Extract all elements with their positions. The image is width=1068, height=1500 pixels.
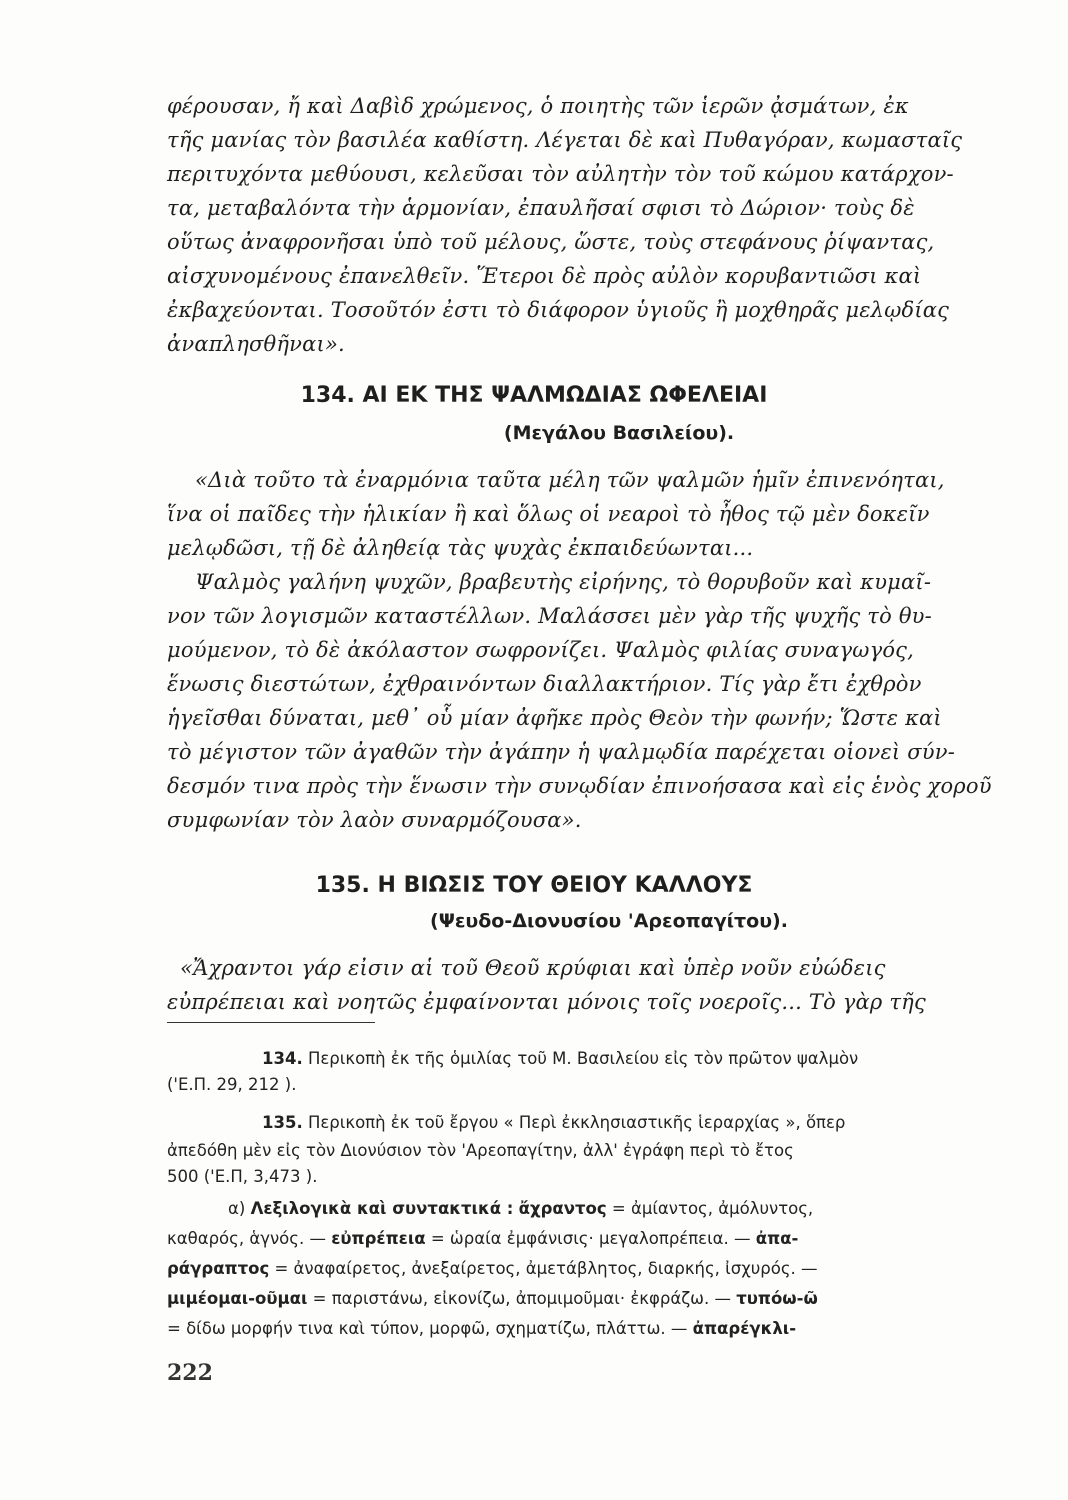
- text-line: ἐκβαχεύονται. Τοσοῦτόν ἐστι τὸ διάφορον ὑγιοῦς ἢ μοχθηρᾶς μελῳδίας: [167, 298, 950, 322]
- vocab-note-line: [228, 1196, 1007, 1222]
- page-number: 222: [167, 1360, 213, 1386]
- vocab-definition: καθαρός, ἁγνός. —: [167, 1229, 326, 1248]
- footnote-number: 134.: [262, 1049, 303, 1068]
- text-line: περιτυχόντα μεθύουσι, κελεῦσαι τὸν αὐλητὴν τὸν τοῦ κώμου κατάρχον-: [167, 162, 954, 186]
- footnote-text: Περικοπὴ ἐκ τοῦ ἔργου « Περὶ ἐκκλησιαστικῆς ἱεραρχίας », ὅπερ: [307, 1113, 846, 1132]
- vocab-term: ράγραπτος: [167, 1259, 270, 1278]
- text-line: νον τῶν λογισμῶν καταστέλλων. Μαλάσσει μὲν γὰρ τῆς ψυχῆς τὸ θυ-: [167, 604, 932, 628]
- footnote-divider: [167, 1022, 375, 1023]
- footnote-line: ('Ε.Π. 29, 212 ).: [167, 1075, 297, 1094]
- text-line: τὸ μέγιστον τῶν ἀγαθῶν τὴν ἀγάπην ἡ ψαλμῳδία παρέχεται οἱονεὶ σύν-: [167, 740, 956, 764]
- vocab-note-line: [167, 1256, 1007, 1282]
- footnote-line: 500 ('Ε.Π, 3,473 ).: [167, 1167, 318, 1186]
- vocab-note-line: [167, 1316, 1007, 1342]
- text-line: μούμενον, τὸ δὲ ἀκόλαστον σωφρονίζει. Ψαλμὸς φιλίας συναγωγός,: [167, 638, 915, 662]
- vocab-note-line: [167, 1286, 1007, 1312]
- vocab-term: τυπόω-ῶ: [736, 1289, 818, 1308]
- vocab-definition: = παριστάνω, εἰκονίζω, ἀπομιμοῦμαι· ἐκφράζω. —: [312, 1289, 731, 1308]
- footnote-text: Περικοπὴ ἐκ τῆς ὁμιλίας τοῦ Μ. Βασιλείου εἰς τὸν πρῶτον ψαλμὸν: [307, 1049, 859, 1068]
- footnote-number: 135.: [262, 1113, 303, 1132]
- text-line: αἰσχυνομένους ἐπανελθεῖν. Ἕτεροι δὲ πρὸς αὐλὸν κορυβαντιῶσι καὶ: [167, 264, 922, 288]
- text-line: Ψαλμὸς γαλήνη ψυχῶν, βραβευτὴς εἰρήνης, τὸ θορυβοῦν καὶ κυμαῖ-: [195, 570, 932, 594]
- text-line: «Διὰ τοῦτο τὰ ἐναρμόνια ταῦτα μέλη τῶν ψαλμῶν ἡμῖν ἐπινενόηται,: [195, 468, 945, 492]
- vocab-term: μιμέομαι-οῦμαι: [167, 1289, 308, 1308]
- text-line: συμφωνίαν τὸν λαὸν συναρμόζουσα».: [167, 808, 582, 832]
- text-line: ἡγεῖσθαι δύναται, μεθ᾽ οὗ μίαν ἀφῆκε πρὸς Θεὸν τὴν φωνήν; Ὥστε καὶ: [167, 706, 942, 730]
- vocab-note-line: [167, 1226, 1007, 1252]
- vocab-definition: = ὡραία ἐμφάνισις· μεγαλοπρέπεια. —: [430, 1229, 751, 1248]
- text-line: μελῳδῶσι, τῇ δὲ ἀληθείᾳ τὰς ψυχὰς ἐκπαιδεύωνται...: [167, 536, 754, 560]
- vocab-term: ἀπαρέγκλι-: [692, 1319, 797, 1338]
- text-line: εὐπρέπειαι καὶ νοητῶς ἐμφαίνονται μόνοις τοῖς νοεροῖς... Τὸ γὰρ τῆς: [167, 990, 926, 1014]
- vocab-heading: Λεξιλογικὰ καὶ συντακτικά :: [250, 1199, 514, 1218]
- footnote-135: [262, 1110, 1007, 1136]
- vocab-definition: = ἀμίαντος, ἀμόλυντος,: [611, 1199, 814, 1218]
- footnote-134: [262, 1046, 1007, 1072]
- section-135-subtitle: (Ψευδο-Διονυσίου 'Αρεοπαγίτου).: [430, 910, 788, 932]
- vocab-term: ἄχραντος: [518, 1199, 607, 1218]
- footnote-line: ἀπεδόθη μὲν εἰς τὸν Διονύσιον τὸν 'Αρεοπαγίτην, ἀλλ' ἐγράφη περὶ τὸ ἔτος: [167, 1141, 794, 1160]
- text-line: ἀναπλησθῆναι».: [167, 332, 345, 356]
- section-135-title: 135. Η ΒΙΩΣΙΣ ΤΟΥ ΘΕΙΟΥ ΚΑΛΛΟΥΣ: [315, 873, 753, 898]
- section-134-subtitle: (Μεγάλου Βασιλείου).: [503, 422, 735, 444]
- text-line: δεσμόν τινα πρὸς τὴν ἕνωσιν τὴν συνῳδίαν ἐπινοήσασα καὶ εἰς ἑνὸς χοροῦ: [167, 774, 992, 798]
- text-line: ἵνα οἱ παῖδες τὴν ἡλικίαν ἢ καὶ ὅλως οἱ νεαροὶ τὸ ἦθος τῷ μὲν δοκεῖν: [167, 502, 930, 526]
- vocab-definition: = δίδω μορφήν τινα καὶ τύπον, μορφῶ, σχηματίζω, πλάττω. —: [167, 1319, 688, 1338]
- section-134-title: 134. ΑΙ ΕΚ ΤΗΣ ΨΑΛΜΩΔΙΑΣ ΩΦΕΛΕΙΑΙ: [300, 383, 768, 408]
- text-line: οὕτως ἀναφρονῆσαι ὑπὸ τοῦ μέλους, ὥστε, τοὺς στεφάνους ῥίψαντας,: [167, 230, 935, 254]
- vocab-definition: = ἀναφαίρετος, ἀνεξαίρετος, ἀμετάβλητος, διαρκής, ἰσχυρός. —: [274, 1259, 818, 1278]
- text-line: τα, μεταβαλόντα τὴν ἁρμονίαν, ἐπαυλῆσαί σφισι τὸ Δώριον· τοὺς δὲ: [167, 196, 915, 220]
- text-line: φέρουσαν, ἤ καὶ Δαβὶδ χρώμενος, ὁ ποιητὴς τῶν ἱερῶν ᾀσμάτων, ἐκ: [167, 94, 909, 118]
- vocab-label: α): [228, 1199, 246, 1218]
- text-line: ἕνωσις διεστώτων, ἐχθραινόντων διαλλακτήριον. Τίς γὰρ ἔτι ἐχθρὸν: [167, 672, 922, 696]
- vocab-term: ἀπα-: [755, 1229, 799, 1248]
- text-line: τῆς μανίας τὸν βασιλέα καθίστη. Λέγεται δὲ καὶ Πυθαγόραν, κωμασταῖς: [167, 128, 963, 152]
- vocab-term: εὐπρέπεια: [331, 1229, 426, 1248]
- text-line: «Ἄχραντοι γάρ εἰσιν αἱ τοῦ Θεοῦ κρύφιαι καὶ ὑπὲρ νοῦν εὐώδεις: [180, 956, 886, 980]
